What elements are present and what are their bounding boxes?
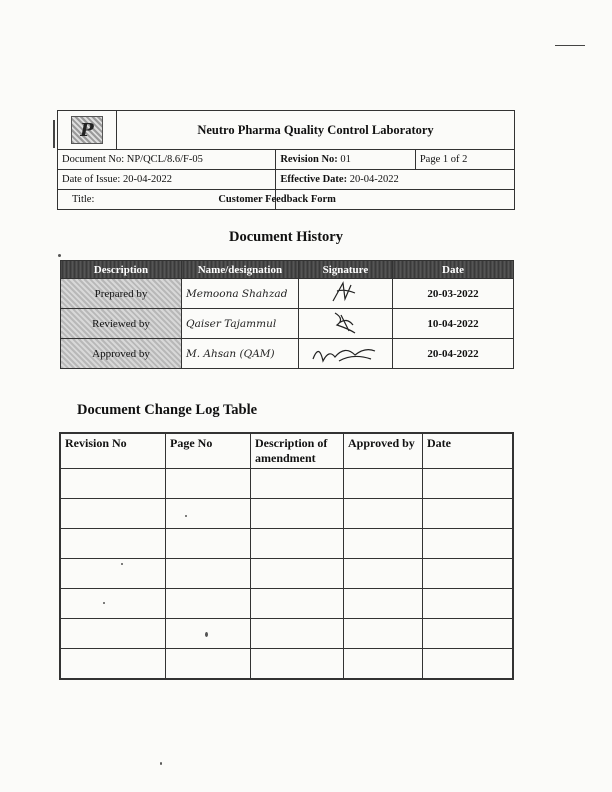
scan-speck: [185, 515, 187, 517]
history-row-approved: [61, 339, 514, 369]
signature-image: [298, 279, 392, 309]
signature-image: [298, 339, 392, 369]
page-info: Page 1 of 2: [415, 150, 514, 170]
scan-line: [555, 45, 585, 46]
col-date: Date: [423, 433, 514, 469]
date-value: 20-03-2022: [393, 279, 514, 309]
date-of-issue-value: 20-04-2022: [122, 174, 172, 185]
scan-line: [53, 120, 55, 148]
scan-speck: [58, 254, 61, 257]
scan-speck: [103, 602, 105, 604]
logo-cell: [58, 111, 117, 150]
name-handwritten: M. Ahsan (QAM): [182, 339, 299, 369]
col-description-amendment: Description of amendment: [251, 433, 344, 469]
change-log-heading: Document Change Log Table: [77, 402, 258, 418]
scan-speck: [205, 632, 208, 637]
table-row: [60, 499, 513, 529]
col-date: Date: [393, 261, 514, 279]
col-description: Description: [61, 261, 182, 279]
document-history-heading: Document History: [229, 229, 343, 245]
document-no-value: NP/QCL/8.6/F-05: [126, 154, 203, 165]
history-row-reviewed: [61, 309, 514, 339]
document-title: Customer Feedback Form: [276, 190, 515, 210]
date-of-issue-cell: [58, 170, 276, 190]
revision-no-cell: [276, 150, 416, 170]
role-label: Reviewed by: [61, 309, 182, 339]
table-row: [60, 589, 513, 619]
revision-no-label: Revision No:: [280, 154, 338, 165]
signature-scribble-icon: [305, 339, 385, 365]
table-row: [60, 619, 513, 649]
name-handwritten: Memoona Shahzad: [182, 279, 299, 309]
revision-no-value: 01: [340, 154, 351, 165]
document-header: [57, 110, 515, 210]
scan-speck: [121, 563, 123, 565]
name-handwritten: Qaiser Tajammul: [182, 309, 299, 339]
col-revision-no: Revision No: [60, 433, 166, 469]
document-no-label: Document No:: [62, 154, 125, 165]
date-value: 10-04-2022: [393, 309, 514, 339]
col-name-designation: Name/designation: [182, 261, 299, 279]
document-history-table: [60, 260, 514, 369]
col-approved-by: Approved by: [344, 433, 423, 469]
role-label: Approved by: [61, 339, 182, 369]
table-row: [60, 529, 513, 559]
table-row: [60, 649, 513, 680]
col-signature: Signature: [298, 261, 392, 279]
change-log-header-row: [60, 433, 513, 469]
history-header-row: [61, 261, 514, 279]
title-label: Title:: [58, 190, 276, 210]
col-page-no: Page No: [166, 433, 251, 469]
effective-date-value: 20-04-2022: [349, 174, 399, 185]
change-log-table: [59, 432, 514, 680]
scan-speck: [160, 762, 162, 765]
effective-date-cell: [276, 170, 515, 190]
effective-date-label: Effective Date:: [280, 174, 348, 185]
signature-scribble-icon: [315, 309, 375, 335]
date-value: 20-04-2022: [393, 339, 514, 369]
document-no-cell: [58, 150, 276, 170]
role-label: Prepared by: [61, 279, 182, 309]
table-row: [60, 469, 513, 499]
history-row-prepared: [61, 279, 514, 309]
signature-image: [298, 309, 392, 339]
table-row: [60, 559, 513, 589]
company-logo-icon: P: [71, 116, 103, 144]
lab-name: Neutro Pharma Quality Control Laboratory: [117, 111, 515, 150]
signature-scribble-icon: [315, 279, 375, 305]
date-of-issue-label: Date of Issue:: [62, 174, 121, 185]
